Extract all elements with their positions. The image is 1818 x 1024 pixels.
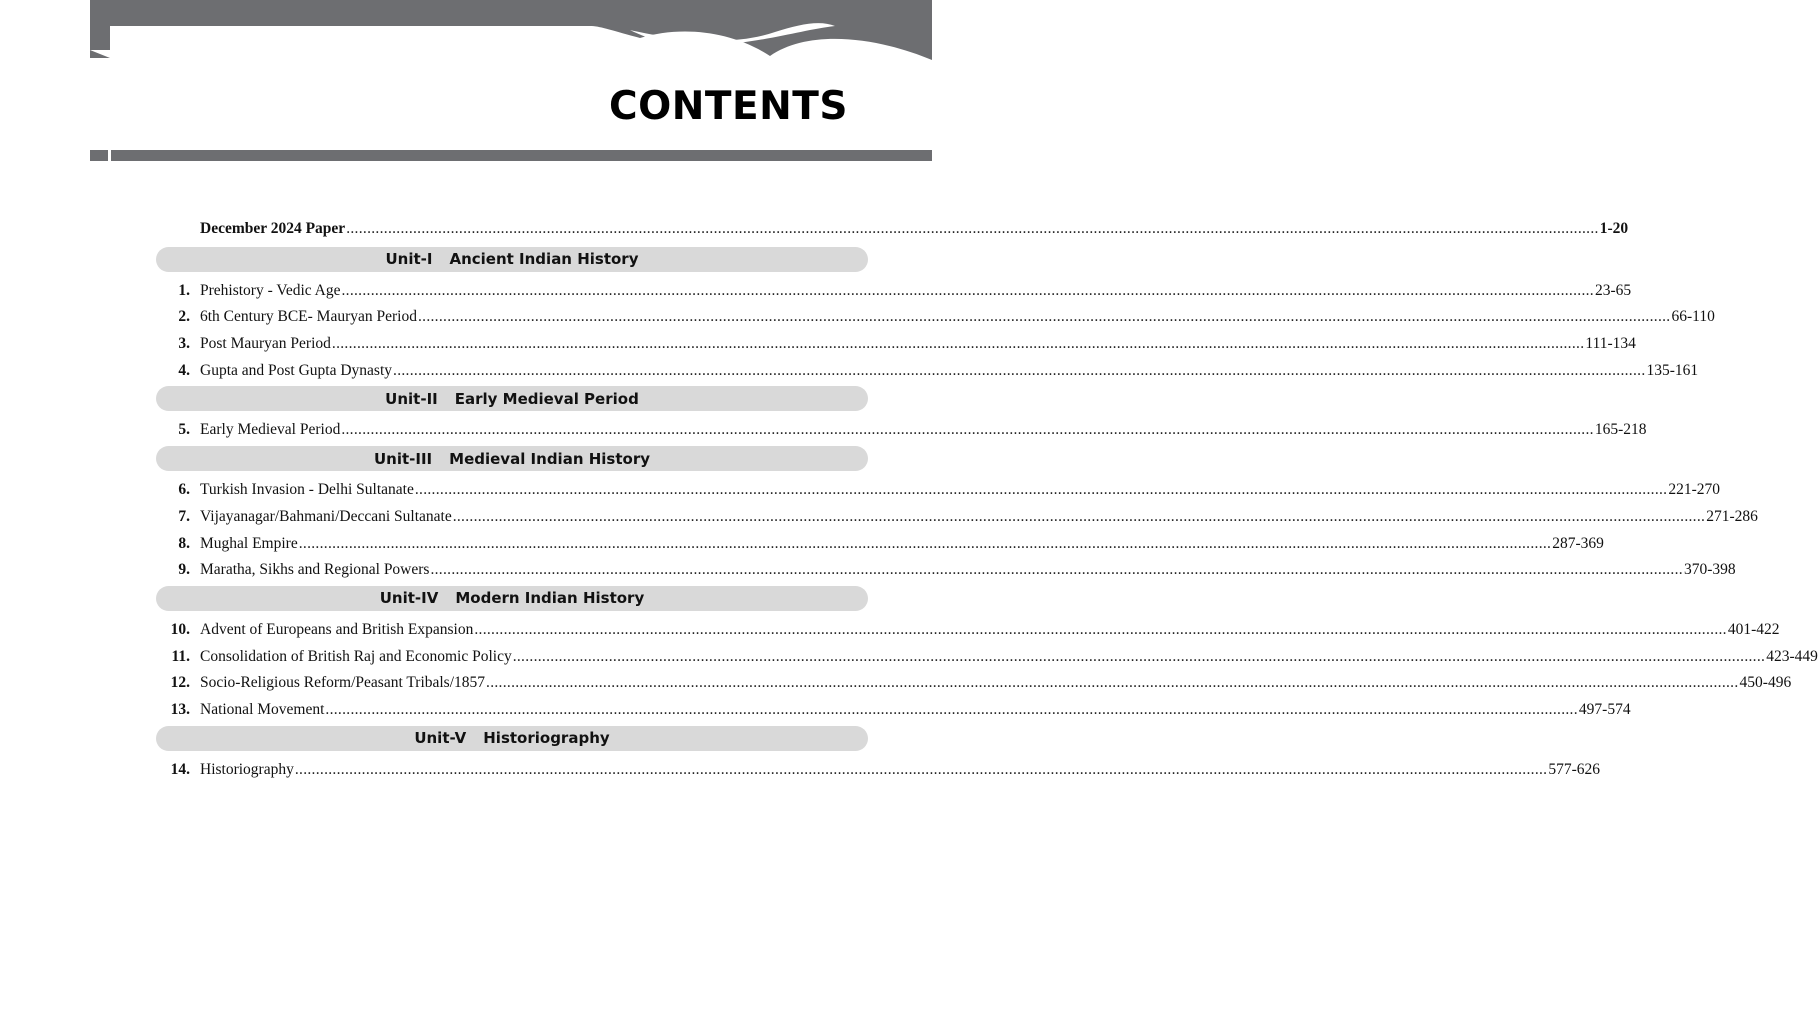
entry-title: National Movement xyxy=(200,700,325,718)
page-title: CONTENTS xyxy=(609,84,848,129)
toc-entry[interactable] xyxy=(156,304,1715,331)
dot-leader: ............................................................................................................................................................................................................................................................................................................ xyxy=(486,674,1739,692)
entry-number: 11. xyxy=(171,647,190,665)
entry-title: Advent of Europeans and British Expansion xyxy=(200,620,474,638)
unit-title: Early Medieval Period xyxy=(454,389,639,408)
entry-title: Turkish Invasion - Delhi Sultanate xyxy=(200,481,414,499)
dot-leader: ............................................................................................................................................................................................................................................................................................................ xyxy=(298,534,1552,552)
unit-header xyxy=(156,386,868,411)
unit-label: Unit-III xyxy=(374,449,433,468)
dot-leader: ............................................................................................................................................................................................................................................................................................................ xyxy=(452,507,1706,525)
unit-label: Unit-V xyxy=(414,729,467,748)
dot-leader: ............................................................................................................................................................................................................................................................................................................ xyxy=(417,308,1671,326)
entry-pages: 1-20 xyxy=(1599,220,1629,237)
dot-leader: ............................................................................................................................................................................................................................................................................................................ xyxy=(414,481,1668,499)
toc-entry[interactable] xyxy=(156,557,1736,584)
entry-pages: 135-161 xyxy=(1646,361,1699,379)
unit-header xyxy=(156,586,868,611)
toc-entry[interactable] xyxy=(156,331,1636,358)
toc-entry[interactable] xyxy=(156,531,1604,558)
entry-number: 10. xyxy=(170,620,190,638)
dot-leader: ............................................................................................................................................................................................................................................................................................................ xyxy=(325,700,1578,718)
header-band xyxy=(0,0,1024,70)
toc-entry[interactable] xyxy=(156,697,1631,724)
entry-title: December 2024 Paper xyxy=(200,220,346,237)
entry-number: 4. xyxy=(178,361,190,379)
entry-number: 6. xyxy=(178,481,190,499)
entry-pages: 221-270 xyxy=(1668,481,1721,499)
entry-number: 14. xyxy=(170,760,190,778)
unit-title: Historiography xyxy=(483,729,610,748)
toc-entry[interactable] xyxy=(156,504,1758,531)
dot-leader: ............................................................................................................................................................................................................................................................................................................ xyxy=(512,647,1766,665)
entry-title: 6th Century BCE- Mauryan Period xyxy=(200,308,417,326)
entry-number: 9. xyxy=(178,561,190,579)
entry-title: Maratha, Sikhs and Regional Powers xyxy=(200,561,430,579)
dot-leader: ............................................................................................................................................................................................................................................................................................................ xyxy=(294,760,1548,778)
unit-title: Ancient Indian History xyxy=(449,250,639,269)
entry-pages: 287-369 xyxy=(1552,534,1604,552)
toc-entry[interactable] xyxy=(156,278,1632,305)
dot-leader: ............................................................................................................................................................................................................................................................................................................ xyxy=(341,421,1594,439)
toc-entry[interactable] xyxy=(156,358,1699,385)
entry-number: 12. xyxy=(170,674,190,692)
unit-label: Unit-II xyxy=(385,389,438,408)
entry-title: Consolidation of British Raj and Economic Policy xyxy=(200,647,512,665)
dot-leader: ............................................................................................................................................................................................................................................................................................................ xyxy=(331,335,1585,353)
unit-label: Unit-IV xyxy=(379,589,439,608)
toc-entry[interactable] xyxy=(156,670,1792,697)
toc-entry[interactable] xyxy=(156,477,1721,504)
dot-leader: ............................................................................................................................................................................................................................................................................................................ xyxy=(341,281,1594,299)
entry-pages: 497-574 xyxy=(1578,700,1631,718)
entry-title: Vijayanagar/Bahmani/Deccani Sultanate xyxy=(200,507,452,525)
entry-title: Historiography xyxy=(200,760,294,778)
entry-number: 2. xyxy=(178,308,190,326)
unit-title: Modern Indian History xyxy=(455,589,645,608)
toc-entry[interactable] xyxy=(156,617,1780,644)
dot-leader: ............................................................................................................................................................................................................................................................................................................ xyxy=(474,620,1727,638)
table-of-contents xyxy=(156,216,1818,783)
entry-title: Socio-Religious Reform/Peasant Tribals/1857 xyxy=(200,674,486,692)
entry-pages: 423-449 xyxy=(1766,647,1818,665)
entry-pages: 577-626 xyxy=(1548,760,1601,778)
entry-pages: 165-218 xyxy=(1594,421,1647,439)
entry-pages: 23-65 xyxy=(1594,281,1632,299)
entry-pages: 111-134 xyxy=(1585,335,1636,353)
entry-number: 1. xyxy=(178,281,190,299)
unit-label: Unit-I xyxy=(385,250,433,269)
unit-header xyxy=(156,247,868,272)
toc-entry[interactable] xyxy=(156,644,1818,671)
entry-number: 5. xyxy=(178,421,190,439)
entry-number: 7. xyxy=(178,507,190,525)
entry-title: Prehistory - Vedic Age xyxy=(200,281,341,299)
entry-number: 3. xyxy=(178,335,190,353)
entry-pages: 370-398 xyxy=(1683,561,1736,579)
entry-number: 13. xyxy=(170,700,190,718)
dot-leader: ............................................................................................................................................................................................................................................................................................................ xyxy=(393,361,1646,379)
entry-title: Mughal Empire xyxy=(200,534,298,552)
toc-entry-paper[interactable] xyxy=(156,216,1629,243)
toc-entry[interactable] xyxy=(156,757,1601,784)
unit-header xyxy=(156,446,868,471)
entry-pages: 66-110 xyxy=(1671,308,1715,326)
unit-header xyxy=(156,726,868,751)
toc-entry[interactable] xyxy=(156,417,1647,444)
unit-title: Medieval Indian History xyxy=(449,449,650,468)
entry-title: Post Mauryan Period xyxy=(200,335,331,353)
entry-number: 8. xyxy=(178,534,190,552)
dot-leader: ............................................................................................................................................................................................................................................................................................................ xyxy=(346,220,1599,237)
entry-pages: 271-286 xyxy=(1706,507,1758,525)
entry-title: Early Medieval Period xyxy=(200,421,341,439)
dot-leader: ............................................................................................................................................................................................................................................................................................................ xyxy=(430,561,1683,579)
title-rule xyxy=(90,150,932,161)
entry-pages: 401-422 xyxy=(1727,620,1780,638)
entry-pages: 450-496 xyxy=(1739,674,1792,692)
entry-title: Gupta and Post Gupta Dynasty xyxy=(200,361,393,379)
